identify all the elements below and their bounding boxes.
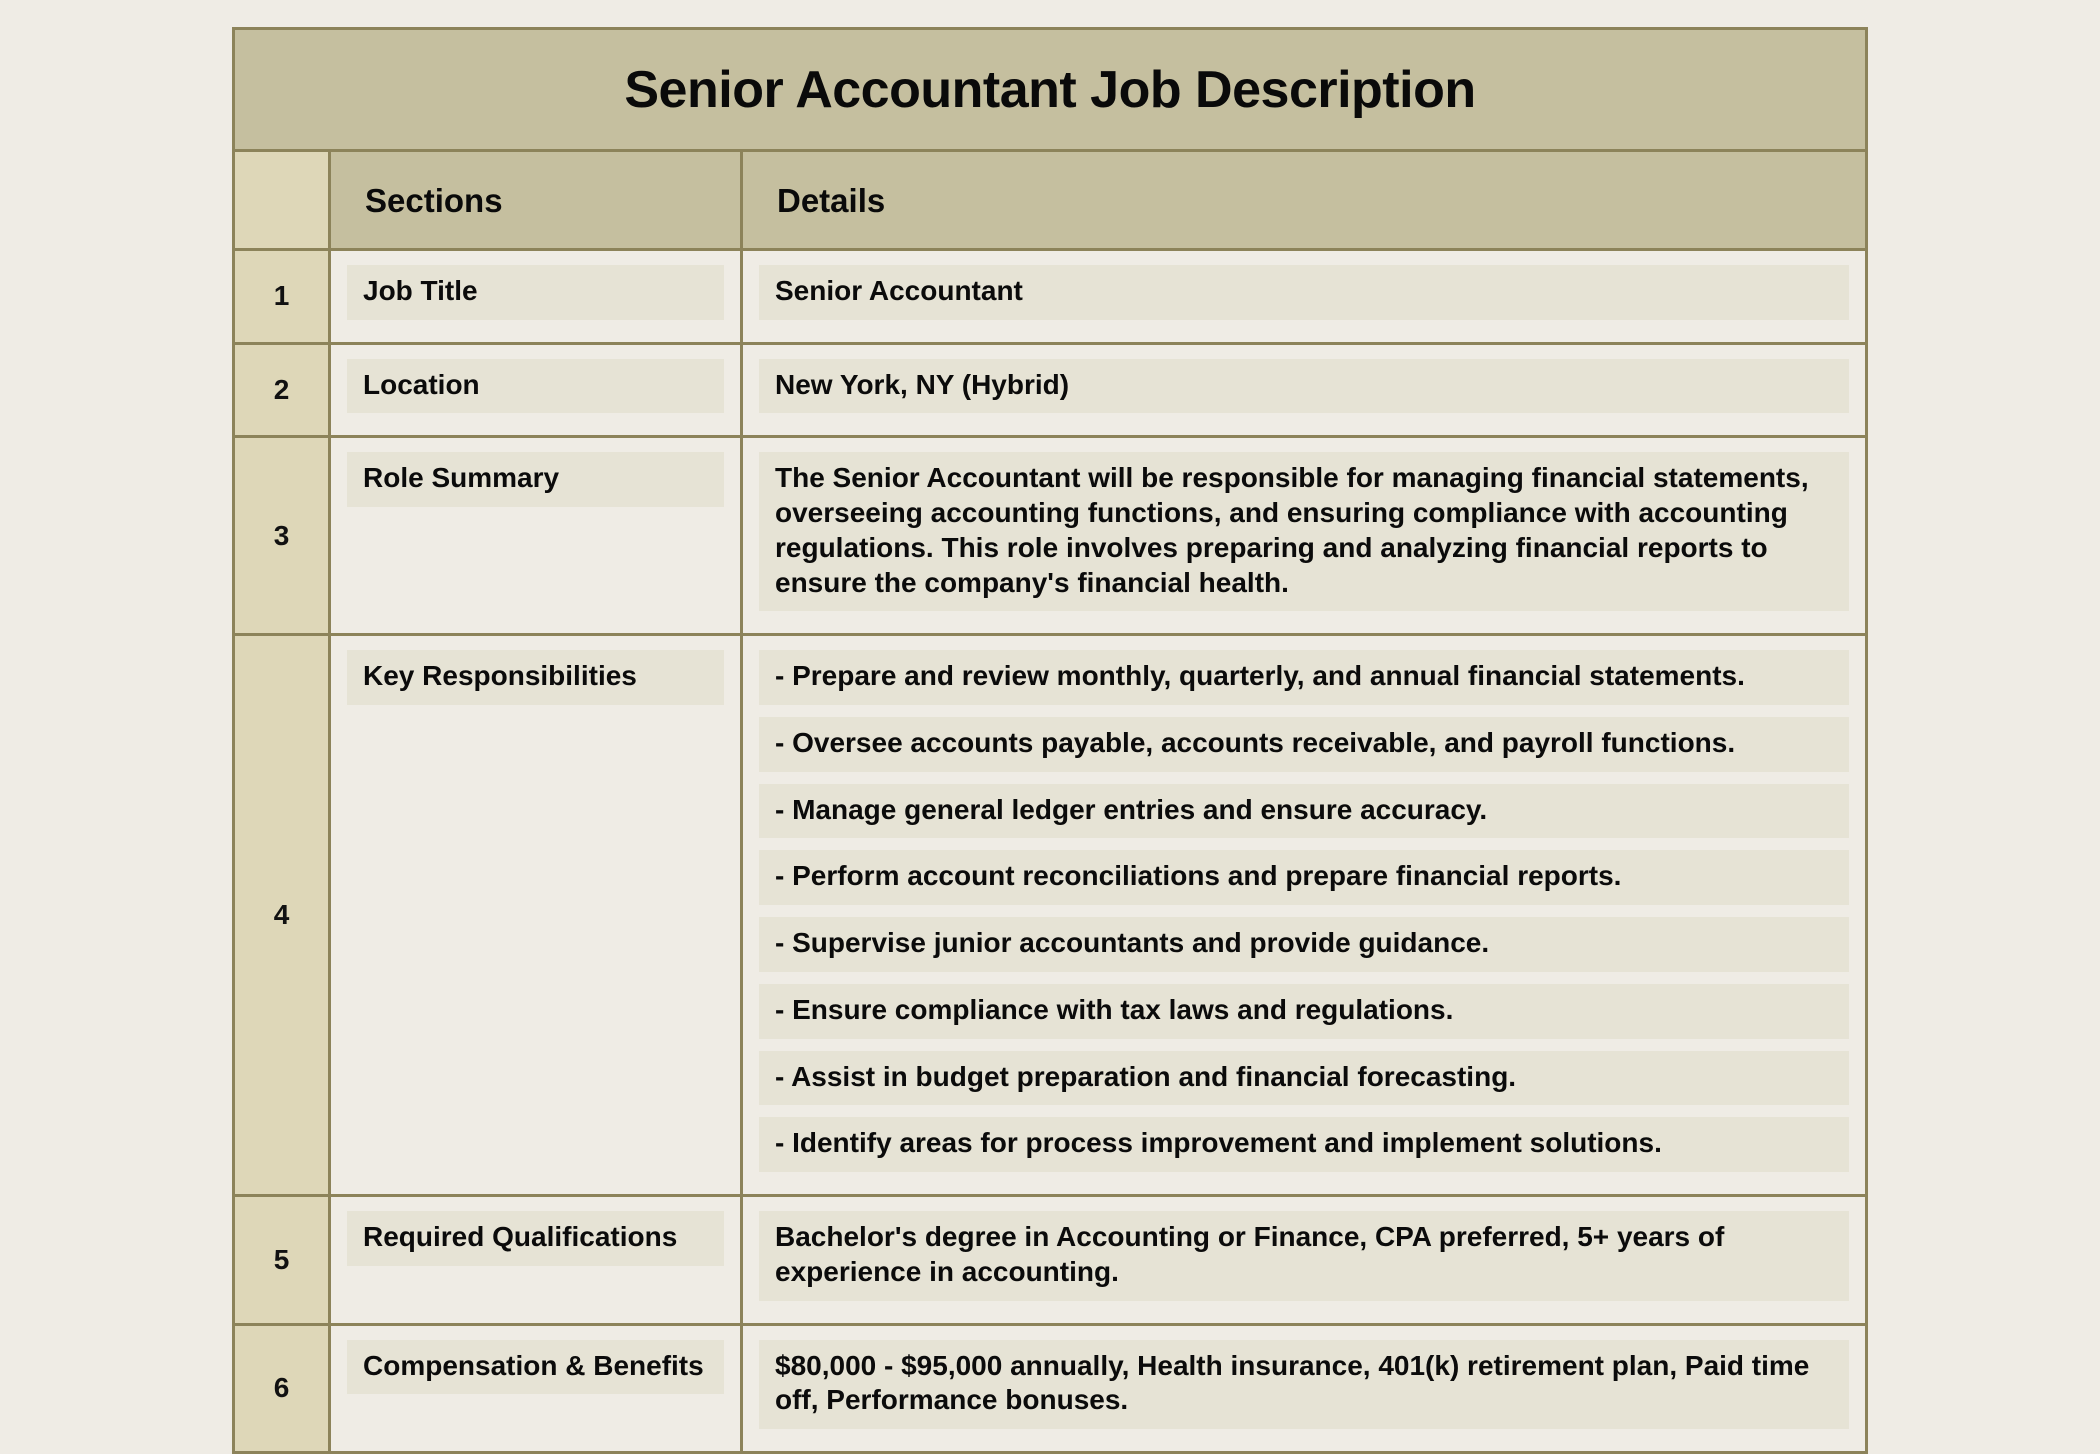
row-details-cell: [743, 1326, 1865, 1451]
table-grid: [235, 152, 1865, 1451]
row-index-cell: [235, 1326, 331, 1451]
section-label: Location: [347, 359, 724, 414]
row-index-label: 3: [273, 519, 290, 551]
detail-bullet: - Assist in budget preparation and financial forecasting.: [759, 1051, 1849, 1106]
table-header-row: [235, 152, 1865, 251]
section-label: Compensation & Benefits: [347, 1340, 724, 1395]
detail-text: Senior Accountant: [759, 265, 1849, 320]
row-section-cell: [331, 251, 743, 342]
row-details-cell: [743, 636, 1865, 1194]
row-section-cell: [331, 345, 743, 436]
row-index-label: 6: [273, 1372, 290, 1404]
row-index-label: 1: [273, 280, 290, 312]
table-row: [235, 251, 1865, 345]
row-section-cell: [331, 636, 743, 1194]
row-details-cell: [743, 251, 1865, 342]
detail-bullet: - Ensure compliance with tax laws and regulations.: [759, 984, 1849, 1039]
row-details-cell: [743, 1197, 1865, 1322]
row-index-cell: [235, 1197, 331, 1322]
table-title-band: [235, 30, 1865, 152]
table-row: [235, 1326, 1865, 1451]
row-index-cell: [235, 251, 331, 342]
detail-bullet: - Supervise junior accountants and provide guidance.: [759, 917, 1849, 972]
section-label: Role Summary: [347, 452, 724, 507]
table-row: [235, 1197, 1865, 1325]
row-details-cell: [743, 438, 1865, 633]
detail-text: The Senior Accountant will be responsible for managing financial statements, overseeing accounting functions, and ensuring compliance with accounting regulations. This role involves preparing and analyzing financial reports to ensure the company's financial health.: [759, 452, 1849, 611]
header-details-cell: [743, 152, 1865, 248]
row-index-cell: [235, 345, 331, 436]
header-index-cell: [235, 152, 331, 248]
row-details-cell: [743, 345, 1865, 436]
detail-text: $80,000 - $95,000 annually, Health insurance, 401(k) retirement plan, Paid time off, Performance bonuses.: [759, 1340, 1849, 1429]
row-section-cell: [331, 1197, 743, 1322]
column-header-details: Details: [777, 181, 886, 219]
row-section-cell: [331, 438, 743, 633]
row-index-label: 5: [273, 1243, 290, 1275]
row-index-cell: [235, 438, 331, 633]
section-label: Required Qualifications: [347, 1211, 724, 1266]
job-description-table: [232, 27, 1868, 1454]
detail-bullet: - Manage general ledger entries and ensure accuracy.: [759, 784, 1849, 839]
table-row: [235, 636, 1865, 1197]
table-row: [235, 345, 1865, 439]
detail-text: Bachelor's degree in Accounting or Finance, CPA preferred, 5+ years of experience in accounting.: [759, 1211, 1849, 1300]
header-sections-cell: [331, 152, 743, 248]
page-title: Senior Accountant Job Description: [624, 60, 1476, 119]
section-label: Job Title: [347, 265, 724, 320]
row-index-label: 2: [273, 374, 290, 406]
row-section-cell: [331, 1326, 743, 1451]
section-label: Key Responsibilities: [347, 650, 724, 705]
column-header-sections: Sections: [365, 181, 503, 219]
table-row: [235, 438, 1865, 636]
detail-bullet: - Prepare and review monthly, quarterly, and annual financial statements.: [759, 650, 1849, 705]
row-index-cell: [235, 636, 331, 1194]
detail-bullet: - Oversee accounts payable, accounts receivable, and payroll functions.: [759, 717, 1849, 772]
detail-text: New York, NY (Hybrid): [759, 359, 1849, 414]
row-index-label: 4: [273, 899, 290, 931]
detail-bullet: - Identify areas for process improvement and implement solutions.: [759, 1117, 1849, 1172]
detail-bullet: - Perform account reconciliations and prepare financial reports.: [759, 850, 1849, 905]
